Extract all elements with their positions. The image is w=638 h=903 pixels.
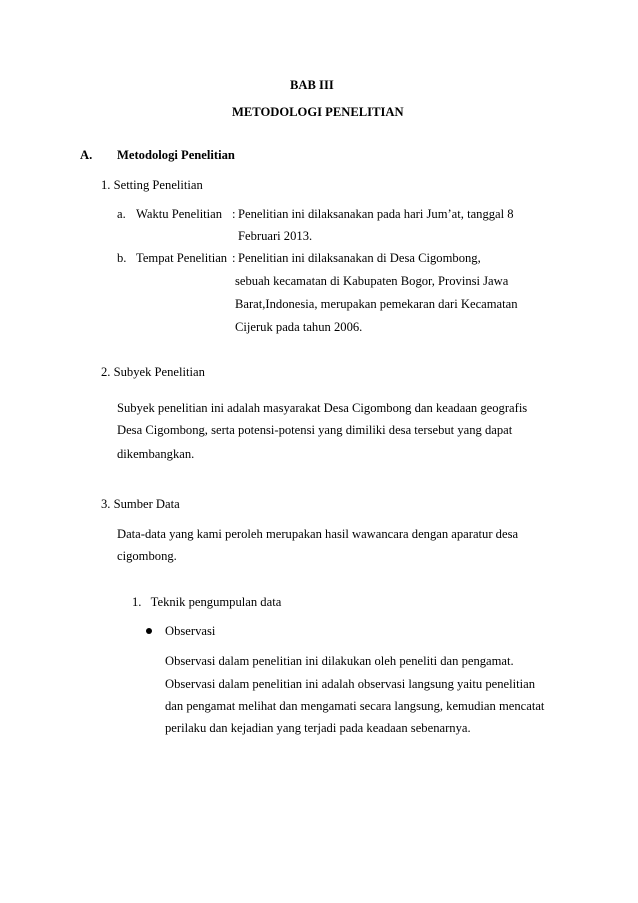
sumber-data-heading: 3. Sumber Data <box>101 497 180 511</box>
observasi-label: Observasi <box>165 624 216 638</box>
list-marker-b: b. <box>117 251 127 265</box>
tempat-line-4: Cijeruk pada tahun 2006. <box>235 320 363 334</box>
subyek-penelitian-heading: 2. Subyek Penelitian <box>101 365 205 379</box>
observasi-line-3: dan pengamat melihat dan mengamati secara langsung, kemudian mencatat <box>165 699 545 713</box>
tempat-line-3: Barat,Indonesia, merupakan pemekaran dari Kecamatan <box>235 297 518 311</box>
tempat-penelitian-label: Tempat Penelitian <box>136 251 228 265</box>
waktu-penelitian-label: Waktu Penelitian <box>136 207 223 221</box>
chapter-title: METODOLOGI PENELITIAN <box>232 105 404 119</box>
observasi-line-4: perilaku dan kejadian yang terjadi pada keadaan sebenarnya. <box>165 721 471 735</box>
waktu-colon: : <box>232 207 236 221</box>
tempat-line-2: sebuah kecamatan di Kabupaten Bogor, Provinsi Jawa <box>235 274 509 288</box>
list-marker-a: a. <box>117 207 126 221</box>
setting-penelitian-heading: 1. Setting Penelitian <box>101 178 203 192</box>
section-letter: A. <box>80 148 93 162</box>
tempat-line-1: Penelitian ini dilaksanakan di Desa Cigombong, <box>238 251 481 265</box>
observasi-line-1: Observasi dalam penelitian ini dilakukan oleh peneliti dan pengamat. <box>165 654 514 668</box>
sumber-data-line-1: Data-data yang kami peroleh merupakan hasil wawancara dengan aparatur desa <box>117 527 519 541</box>
bullet-dot-icon <box>146 628 152 634</box>
subyek-line-1: Subyek penelitian ini adalah masyarakat Desa Cigombong dan keadaan geografis <box>117 401 528 415</box>
tempat-colon: : <box>232 251 236 265</box>
sumber-data-line-2: cigombong. <box>117 549 177 563</box>
chapter-heading: BAB III <box>290 78 334 92</box>
subyek-line-2: Desa Cigombong, serta potensi-potensi yang dimiliki desa tersebut yang dapat <box>117 423 513 437</box>
waktu-line-2: Februari 2013. <box>238 229 313 243</box>
subyek-line-3: dikembangkan. <box>117 447 195 461</box>
teknik-pengumpulan-heading: 1. Teknik pengumpulan data <box>132 595 282 609</box>
section-title: Metodologi Penelitian <box>117 148 235 162</box>
waktu-line-1: Penelitian ini dilaksanakan pada hari Jum’at, tanggal 8 <box>238 207 514 221</box>
observasi-line-2: Observasi dalam penelitian ini adalah observasi langsung yaitu penelitian <box>165 677 536 691</box>
